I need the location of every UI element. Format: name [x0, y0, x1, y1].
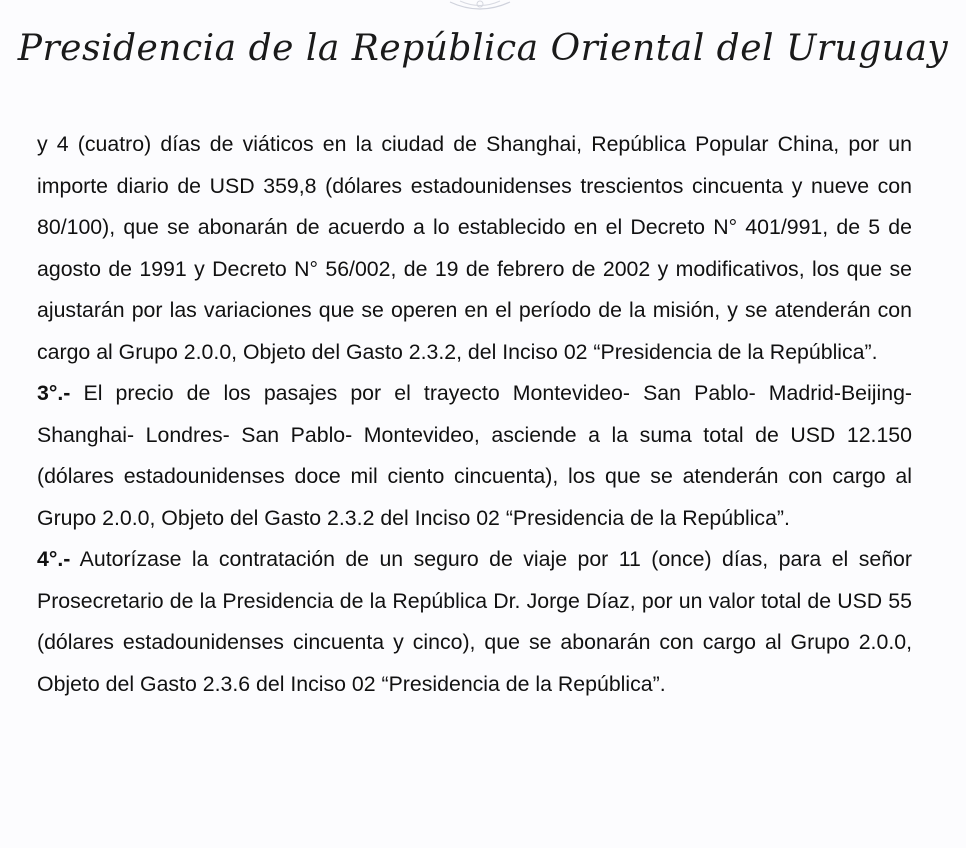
- paragraph-text: El precio de los pasajes por el trayecto Montevideo- San Pablo- Madrid-Beijing- Shanghai- Londres- San Pablo- Montevideo, asciende a la suma total de USD 12.150 (dólares estadounidenses doce mil ciento cincuenta), los que se atenderán con cargo al Grupo 2.0.0, Objeto del Gasto 2.3.2 del Inciso 02 “Presidencia de la República”.: [37, 381, 912, 530]
- paragraph-article-3: [37, 373, 912, 539]
- paragraph-text: y 4 (cuatro) días de viáticos en la ciudad de Shanghai, República Popular China, por un importe diario de USD 359,8 (dólares estadounidenses trescientos cincuenta y nueve con 80/100), que se abonarán de acuerdo a lo establecido en el Decreto N° 401/991, de 5 de agosto de 1991 y Decreto N° 56/002, de 19 de febrero de 2002 y modificativos, los que se ajustarán por las variaciones que se operen en el período de la misión, y se atenderán con cargo al Grupo 2.0.0, Objeto del Gasto 2.3.2, del Inciso 02 “Presidencia de la República”.: [37, 132, 912, 364]
- paragraph-article-4: [37, 539, 912, 705]
- document-body: [37, 124, 912, 705]
- article-number: 4°.-: [37, 547, 71, 571]
- paragraph-text: Autorízase la contratación de un seguro de viaje por 11 (once) días, para el señor Prosecretario de la Presidencia de la República Dr. Jorge Díaz, por un valor total de USD 55 (dólares estadounidenses cincuenta y cinco), que se abonarán con cargo al Grupo 2.0.0, Objeto del Gasto 2.3.6 del Inciso 02 “Presidencia de la República”.: [37, 547, 912, 696]
- letterhead-title: Presidencia de la República Oriental del Uruguay: [17, 28, 949, 69]
- article-number: 3°.-: [37, 381, 71, 405]
- paragraph-continuation: [37, 124, 912, 373]
- seal-emblem-icon: [440, 0, 520, 14]
